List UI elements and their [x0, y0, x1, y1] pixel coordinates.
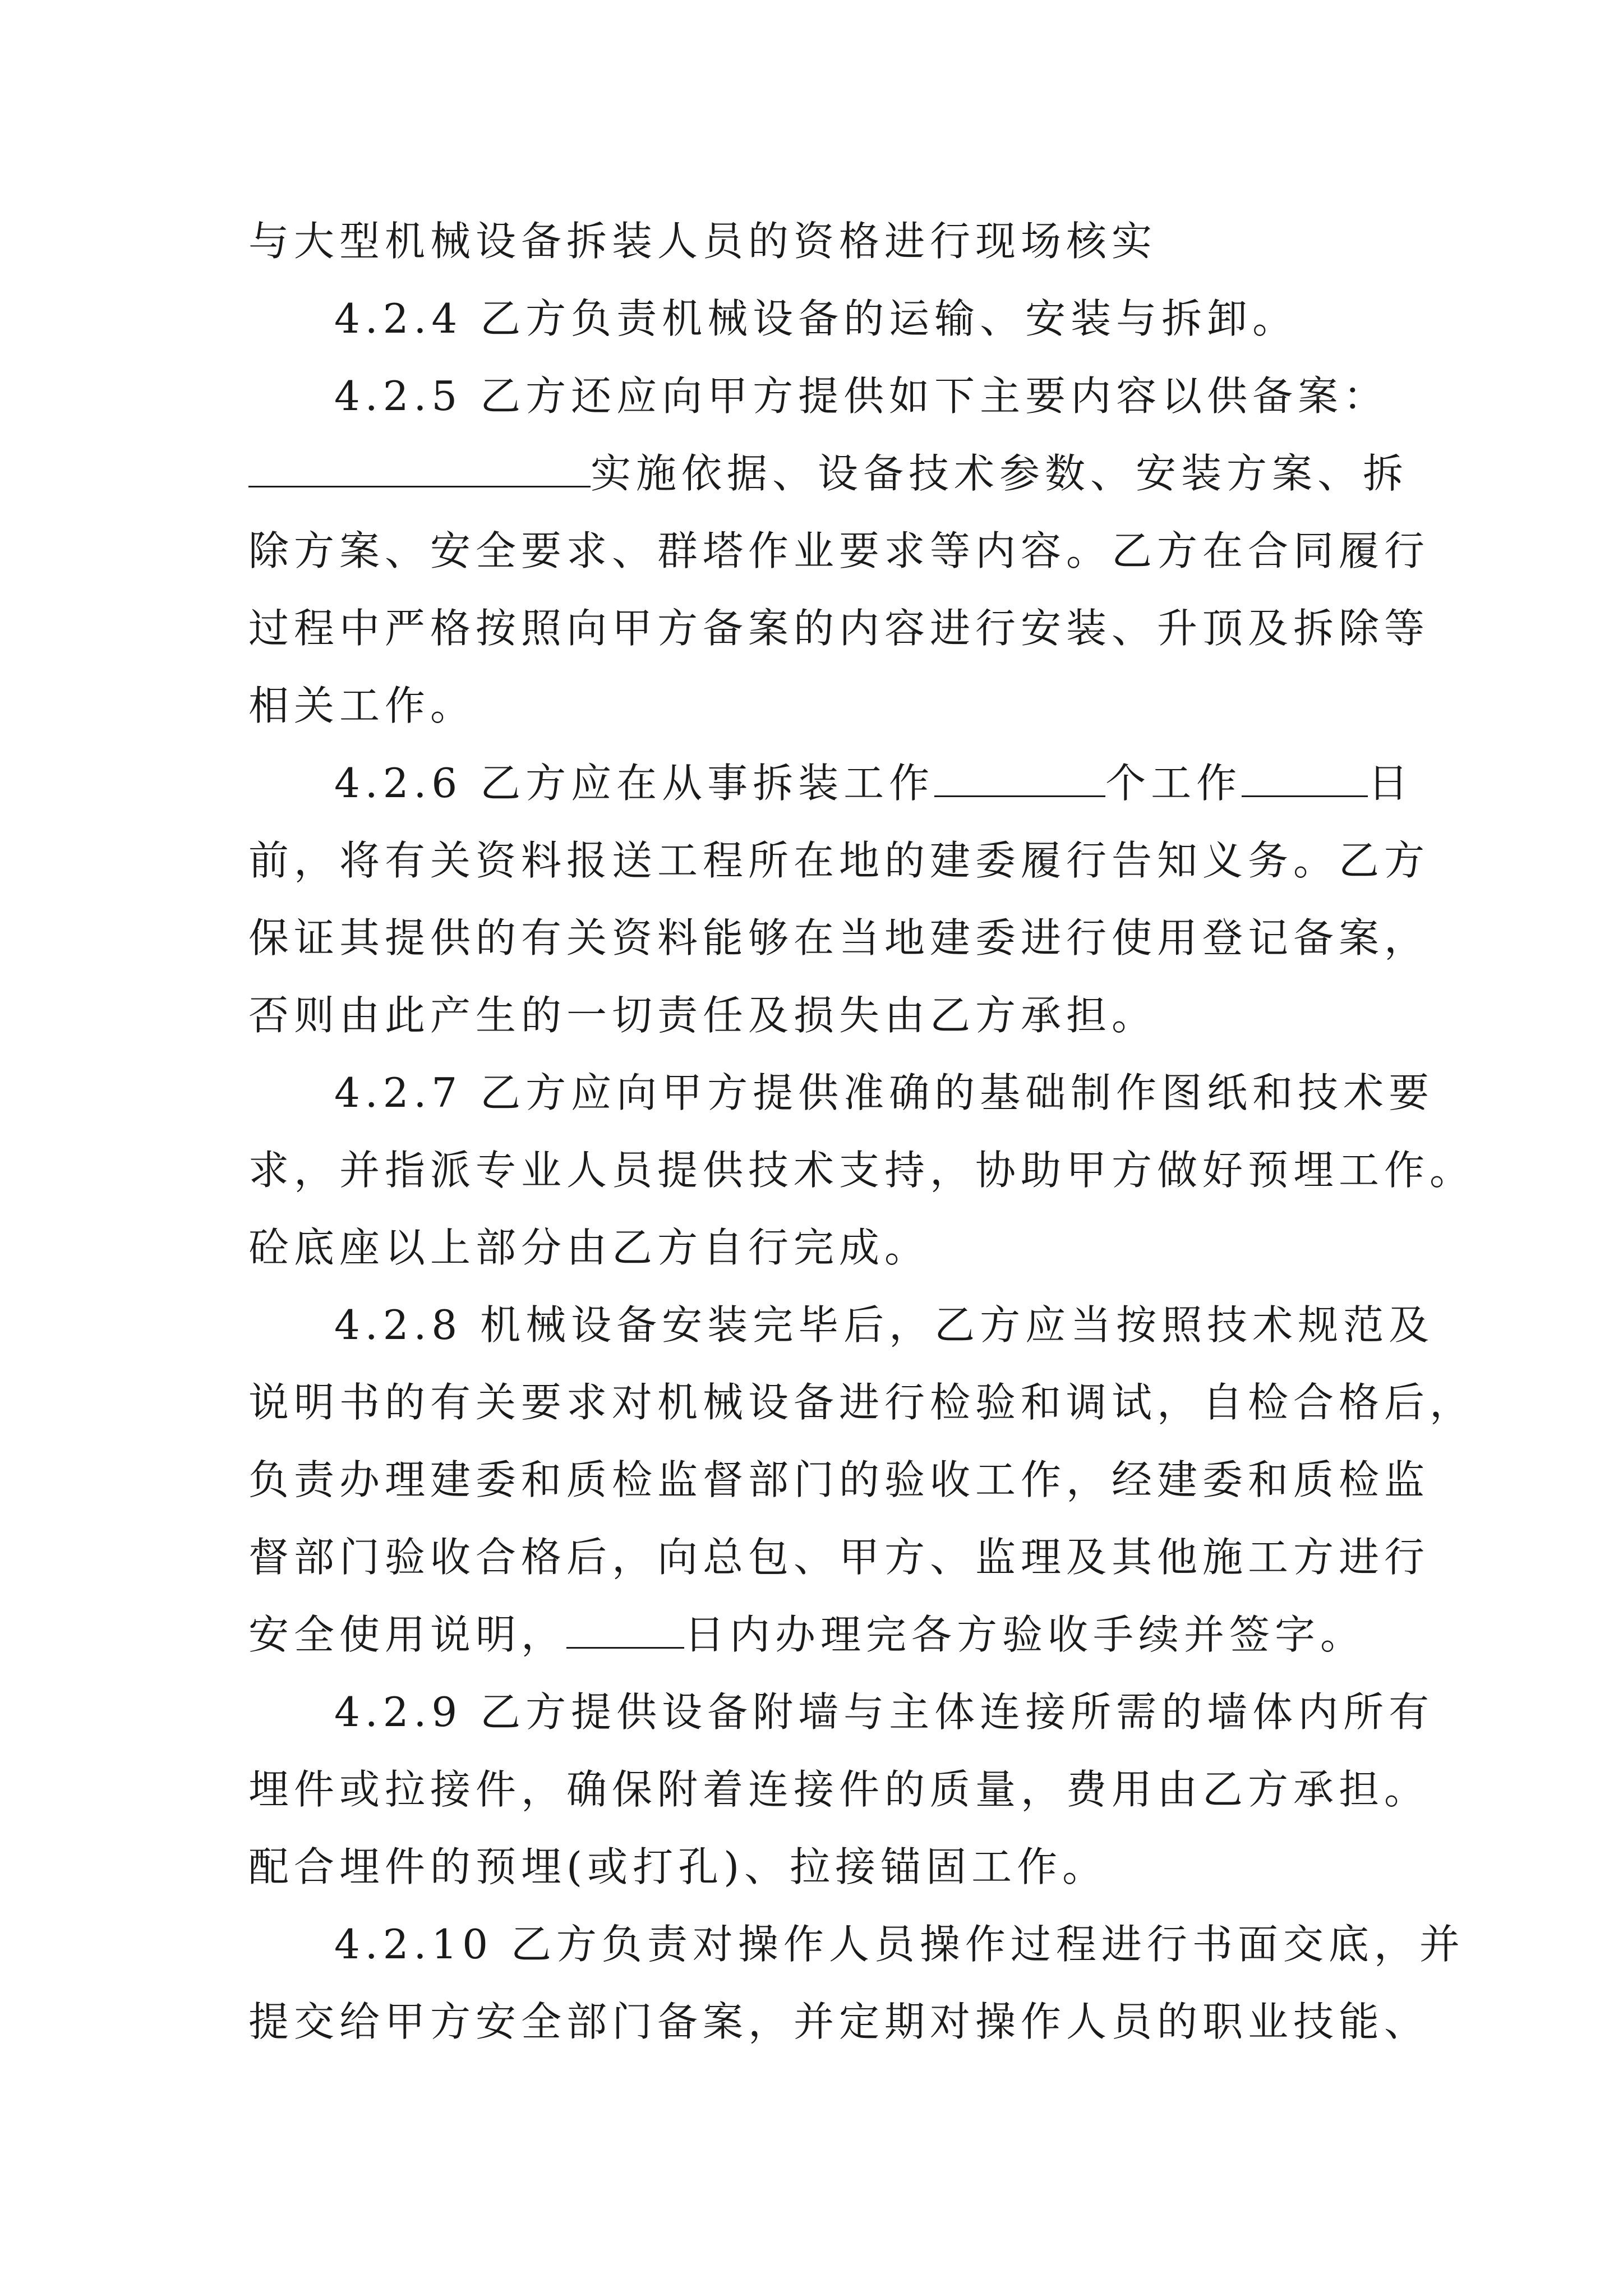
text-line-16: 说明书的有关要求对机械设备进行检验和调试，自检合格后，	[248, 1379, 1476, 1426]
text-line-21: 埋件或拉接件，确保附着连接件的质量，费用由乙方承担。	[248, 1766, 1430, 1813]
line-text-part-a: 安全使用说明，	[248, 1611, 567, 1658]
clause-4-2-4: 4.2.4 乙方负责机械设备的运输、安装与拆卸。	[334, 295, 1298, 342]
fill-in-blank	[566, 1612, 684, 1649]
text-line-13: 求，并指派专业人员提供技术支持，协助甲方做好预埋工作。	[248, 1147, 1476, 1194]
text-line-1: 与大型机械设备拆装人员的资格进行现场核实	[248, 218, 1158, 265]
text-line-22: 配合埋件的预埋(或打孔)、拉接锚固工作。	[248, 1843, 1108, 1890]
text-line-5: 除方案、安全要求、群塔作业要求等内容。乙方在合同履行	[248, 527, 1430, 574]
text-line-4	[248, 445, 1408, 501]
fill-in-blank	[934, 761, 1105, 797]
clause-4-2-10: 4.2.10 乙方负责对操作人员操作过程进行书面交底，并	[334, 1921, 1465, 1968]
fill-in-blank	[248, 451, 591, 487]
text-line-18: 督部门验收合格后，向总包、甲方、监理及其他施工方进行	[248, 1534, 1430, 1581]
line-text-part-c: 日	[1368, 760, 1414, 807]
text-line-6: 过程中严格按照向甲方备案的内容进行安装、升顶及拆除等	[248, 605, 1430, 652]
clause-4-2-9: 4.2.9 乙方提供设备附墙与主体连接所需的墙体内所有	[334, 1688, 1435, 1736]
line-text: 实施依据、设备技术参数、安装方案、拆	[591, 450, 1409, 497]
clause-4-2-8: 4.2.8 机械设备安装完毕后，乙方应当按照技术规范及	[334, 1301, 1435, 1349]
text-line-24: 提交给甲方安全部门备案，并定期对操作人员的职业技能、	[248, 1998, 1430, 2045]
text-line-11: 否则由此产生的一切责任及损失由乙方承担。	[248, 992, 1158, 1039]
line-text-part-a: 4.2.6 乙方应在从事拆装工作	[334, 760, 935, 807]
clause-4-2-7: 4.2.7 乙方应向甲方提供准确的基础制作图纸和技术要	[334, 1069, 1435, 1116]
text-line-14: 砼底座以上部分由乙方自行完成。	[248, 1224, 930, 1271]
clause-4-2-6	[334, 755, 1413, 811]
text-line-9: 前，将有关资料报送工程所在地的建委履行告知义务。乙方	[248, 837, 1430, 884]
text-line-19	[248, 1607, 1366, 1663]
text-line-17: 负责办理建委和质检监督部门的验收工作，经建委和质检监	[248, 1456, 1430, 1503]
text-line-7: 相关工作。	[248, 682, 476, 729]
line-text-part-b: 日内办理完各方验收手续并签字。	[684, 1611, 1366, 1658]
fill-in-blank	[1242, 761, 1368, 797]
clause-4-2-5: 4.2.5 乙方还应向甲方提供如下主要内容以供备案：	[334, 372, 1389, 420]
text-line-10: 保证其提供的有关资料能够在当地建委进行使用登记备案，	[248, 914, 1430, 961]
line-text-part-b: 个工作	[1105, 760, 1242, 807]
